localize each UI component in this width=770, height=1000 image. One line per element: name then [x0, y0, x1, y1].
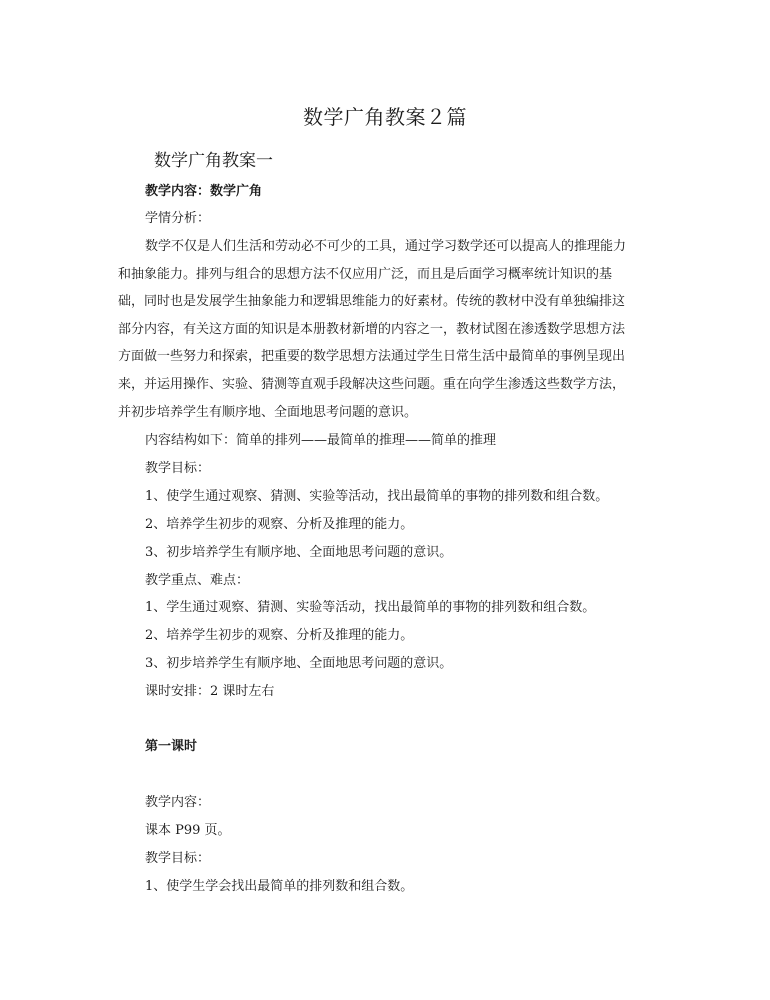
key-point-item-2: 2、培养学生初步的观察、分析及推理的能力。	[145, 628, 414, 643]
analysis-line-5: 方面做一些努力和探索，把重要的数学思想方法通过学生日常生活中最简单的事例呈现出	[118, 349, 626, 364]
schedule-line: 课时安排：2 课时左右	[145, 684, 275, 699]
structure-line: 内容结构如下：简单的排列——最简单的推理——简单的推理	[145, 433, 497, 448]
lesson1-goal-item-1: 1、使学生学会找出最简单的排列数和组合数。	[145, 879, 414, 894]
key-point-item-3: 3、初步培养学生有顺序地、全面地思考问题的意识。	[145, 656, 453, 671]
goal-item-3: 3、初步培养学生有顺序地、全面地思考问题的意识。	[145, 545, 453, 560]
analysis-line-4: 部分内容，有关这方面的知识是本册教材新增的内容之一，教材试图在渗透数学思想方法	[118, 322, 626, 337]
analysis-line-6: 来，并运用操作、实验、猜测等直观手段解决这些问题。重在向学生渗透这些数学方法，	[118, 377, 626, 392]
goal-item-1: 1、使学生通过观察、猜测、实验等活动，找出最简单的事物的排列数和组合数。	[145, 489, 609, 504]
lesson1-goals-label: 教学目标：	[145, 851, 211, 866]
section-title: 数学广角教案一	[154, 151, 273, 171]
goal-item-2: 2、培养学生初步的观察、分析及推理的能力。	[145, 517, 414, 532]
document-title: 数学广角教案２篇	[303, 105, 467, 129]
analysis-line-2: 和抽象能力。排列与组合的思想方法不仅应用广泛，而且是后面学习概率统计知识的基	[118, 267, 613, 282]
analysis-line-1: 数学不仅是人们生活和劳动必不可少的工具，通过学习数学还可以提高人的推理能力	[145, 239, 627, 254]
content-heading: 教学内容：数学广角	[145, 184, 263, 199]
analysis-label: 学情分析：	[145, 211, 211, 226]
analysis-line-7: 并初步培养学生有顺序地、全面地思考问题的意识。	[118, 405, 418, 420]
key-point-item-1: 1、学生通过观察、猜测、实验等活动，找出最简单的事物的排列数和组合数。	[145, 600, 596, 615]
lesson1-heading: 第一课时	[145, 739, 198, 754]
lesson1-content-label: 教学内容：	[145, 795, 211, 810]
goals-label: 教学目标：	[145, 461, 211, 476]
key-points-label: 教学重点、难点：	[145, 573, 250, 588]
lesson1-content: 课本 P99 页。	[145, 823, 231, 838]
analysis-line-3: 础，同时也是发展学生抽象能力和逻辑思维能力的好素材。传统的教材中没有单独编排这	[118, 294, 626, 309]
